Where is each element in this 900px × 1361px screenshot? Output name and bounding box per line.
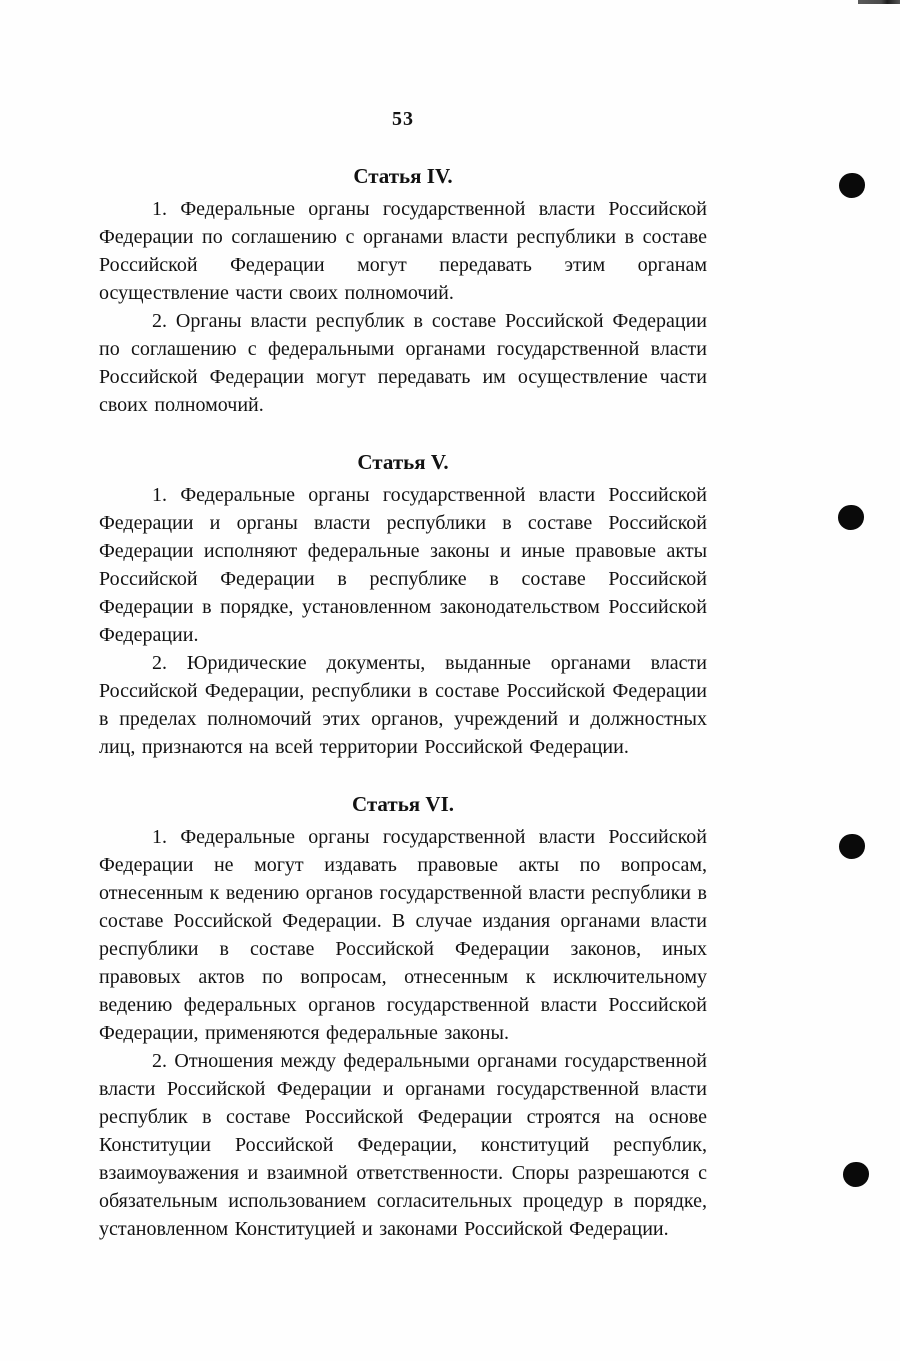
punch-hole-dot [838,505,864,530]
punch-hole-dot [839,834,865,859]
article-vi [99,792,707,1243]
article-v-paragraph-2: 2. Юридические документы, выданные органами власти Российской Федерации, республики в составе Российской Федерации в пределах полномочий этих органов, учреждений и должностных лиц, признаются на всей территории Российской Федерации. [99,652,707,758]
punch-hole-dot [843,1162,869,1187]
article-v-heading: Статья V. [357,450,449,474]
article-v-paragraph-1: 1. Федеральные органы государственной власти Российской Федерации и органы власти республики в составе Российской Федерации исполняют федеральные законы и иные правовые акты Российской Федерации в республике в составе Российской Федерации в порядке, установленном законодательством Российской Федерации. [99,484,707,646]
article-vi-paragraph-1: 1. Федеральные органы государственной власти Российской Федерации не могут издавать правовые акты по вопросам, отнесенным к ведению органов государственной власти республики в составе Российской Федерации. В случае издания органами власти республики в составе Российской Федерации законов, иных правовых актов по вопросам, отнесенным к исключительному ведению федеральных органов государственной власти Российской Федерации, применяются федеральные законы. [99,826,707,1044]
page-content [99,108,707,1243]
punch-hole-dot [839,173,865,198]
scan-artifact-corner [858,0,900,4]
article-vi-heading: Статья VI. [351,792,455,816]
article-vi-paragraph-2: 2. Отношения между федеральными органами государственной власти Российской Федерации и органами государственной власти республик в составе Российской Федерации строятся на основе Конституции Российской Федерации, конституций республик, взаимоуважения и взаимной ответственности. Споры разрешаются с обязательным использованием согласительных процедур в порядке, установленном Конституцией и законами Российской Федерации. [99,1050,707,1240]
page-number: 53 [392,108,414,130]
article-iv [99,164,707,419]
article-iv-paragraph-2: 2. Органы власти республик в составе Российской Федерации по соглашению с федеральными органами государственной власти Российской Федерации могут передавать им осуществление части своих полномочий. [99,310,707,416]
article-iv-heading: Статья IV. [353,164,453,188]
article-iv-paragraph-1: 1. Федеральные органы государственной власти Российской Федерации по соглашению с органами власти республики в составе Российской Федерации могут передавать этим органам осуществление части своих полномочий. [99,198,707,304]
article-v [99,450,707,761]
